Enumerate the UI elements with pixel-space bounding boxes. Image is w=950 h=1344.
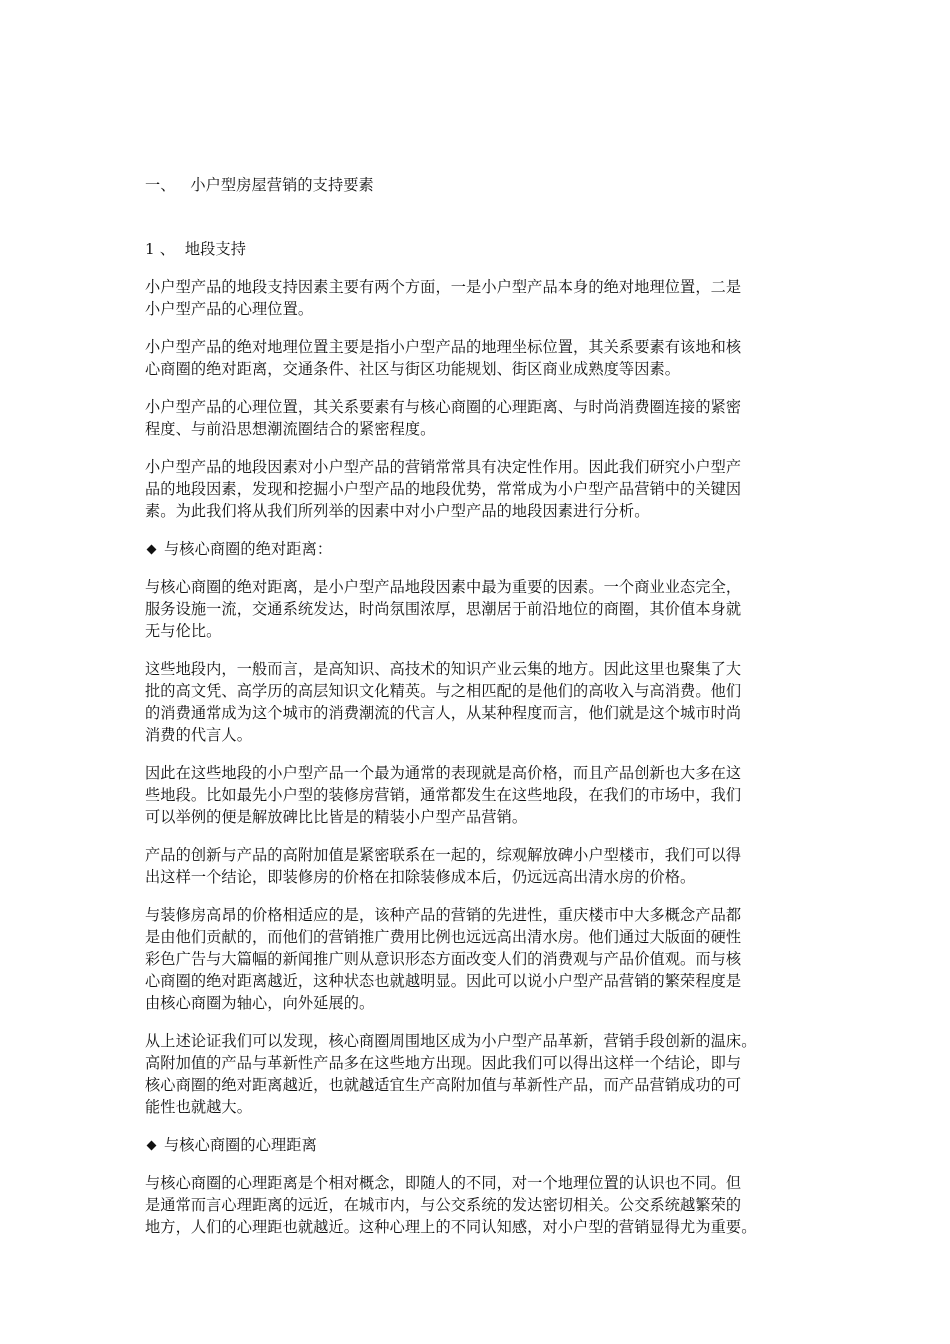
paragraph-line: 彩色广告与大篇幅的新闻推广则从意识形态方面改变人们的消费观与产品价值观。而与核 [145,950,742,968]
paragraph-line: 从上述论证我们可以发现，核心商圈周围地区成为小户型产品革新，营销手段创新的温床。 [145,1032,757,1050]
paragraph-line: 是通常而言心理距离的远近，在城市内，与公交系统的发达密切相关。公交系统越繁荣的 [145,1196,742,1214]
paragraph-line: 因此在这些地段的小户型产品一个最为通常的表现就是高价格，而且产品创新也大多在这 [145,764,742,782]
paragraph-line: 核心商圈的绝对距离越近，也就越适宜生产高附加值与革新性产品，而产品营销成功的可 [145,1076,742,1094]
paragraph [145,336,817,380]
paragraph-line: 由核心商圈为轴心，向外延展的。 [145,994,375,1012]
paragraph-line: 能性也就越大。 [145,1098,253,1116]
paragraph [145,1030,817,1118]
paragraph-line: 批的高文凭、高学历的高层知识文化精英。与之相匹配的是他们的高收入与高消费。他们 [145,682,742,700]
paragraph-group-intro [145,276,817,522]
paragraph [145,904,817,1014]
paragraph-line: 无与伦比。 [145,622,222,640]
paragraph-line: 服务设施一流，交通系统发达，时尚氛围浓厚，思潮居于前沿地位的商圈，其价值本身就 [145,600,742,618]
paragraph-line: 与装修房高昂的价格相适应的是，该种产品的营销的先进性，重庆楼市中大多概念产品都 [145,906,742,924]
paragraph [145,762,817,828]
paragraph-line: 这些地段内，一般而言，是高知识、高技术的知识产业云集的地方。因此这里也聚集了大 [145,660,742,678]
paragraph-line: 小户型产品的地段支持因素主要有两个方面，一是小户型产品本身的绝对地理位置，二是 [145,278,742,296]
paragraph-line: 小户型产品的心理位置。 [145,300,314,318]
paragraph-line: 可以举例的便是解放碑比比皆是的精装小户型产品营销。 [145,808,528,826]
paragraph [145,456,817,522]
paragraph-line: 产品的创新与产品的高附加值是紧密联系在一起的，综观解放碑小户型楼市，我们可以得 [145,846,742,864]
bullet-heading-absolute-distance [145,538,817,560]
paragraph-line: 心商圈的绝对距离，交通条件、社区与街区功能规划、街区商业成熟度等因素。 [145,360,681,378]
paragraph [145,844,817,888]
paragraph [145,396,817,440]
paragraph [145,276,817,320]
paragraph [145,1172,817,1238]
paragraph-line: 小户型产品的心理位置，其关系要素有与核心商圈的心理距离、与时尚消费圈连接的紧密 [145,398,742,416]
paragraph [145,576,817,642]
paragraph-line: 是由他们贡献的，而他们的营销推广费用比例也远远高出清水房。他们通过大版面的硬性 [145,928,742,946]
paragraph-line: 的消费通常成为这个城市的消费潮流的代言人，从某种程度而言，他们就是这个城市时尚 [145,704,742,722]
paragraph-line: 小户型产品的绝对地理位置主要是指小户型产品的地理坐标位置，其关系要素有该地和核 [145,338,742,356]
paragraph-line: 地方，人们的心理距也就越近。这种心理上的不同认知感，对小户型的营销显得尤为重要。 [145,1218,757,1236]
paragraph-line: 心商圈的绝对距离越近，这种状态也就越明显。因此可以说小户型产品营销的繁荣程度是 [145,972,742,990]
paragraph-line: 素。为此我们将从我们所列举的因素中对小户型产品的地段因素进行分析。 [145,502,650,520]
paragraph-line: 些地段。比如最先小户型的装修房营销，通常都发生在这些地段，在我们的市场中，我们 [145,786,742,804]
diamond-bullet-icon [147,1140,157,1150]
section-heading: 1 、 地段支持 [145,240,246,258]
paragraph-line: 消费的代言人。 [145,726,253,744]
bullet-heading-psychological-distance [145,1134,817,1156]
paragraph-line: 程度、与前沿思想潮流圈结合的紧密程度。 [145,420,436,438]
bullet-text: 与核心商圈的绝对距离： [164,540,333,558]
paragraph-line: 高附加值的产品与革新性产品多在这些地方出现。因此我们可以得出这样一个结论，即与 [145,1054,742,1072]
paragraph-line: 与核心商圈的绝对距离，是小户型产品地段因素中最为重要的因素。一个商业业态完全， [145,578,742,596]
main-heading: 一、 小户型房屋营销的支持要素 [145,176,374,194]
paragraph [145,658,817,746]
paragraph-line: 出这样一个结论，即装修房的价格在扣除装修成本后，仍远远高出清水房的价格。 [145,868,696,886]
diamond-bullet-icon [147,544,157,554]
paragraph-line: 小户型产品的地段因素对小户型产品的营销常常具有决定性作用。因此我们研究小户型产 [145,458,742,476]
paragraph-line: 品的地段因素，发现和挖掘小户型产品的地段优势，常常成为小户型产品营销中的关键因 [145,480,742,498]
paragraph-group-psychological-distance [145,1172,817,1238]
paragraph-line: 与核心商圈的心理距离是个相对概念，即随人的不同，对一个地理位置的认识也不同。但 [145,1174,742,1192]
document-body [145,174,817,1254]
paragraph-group-absolute-distance [145,576,817,1118]
bullet-text: 与核心商圈的心理距离 [164,1136,317,1154]
